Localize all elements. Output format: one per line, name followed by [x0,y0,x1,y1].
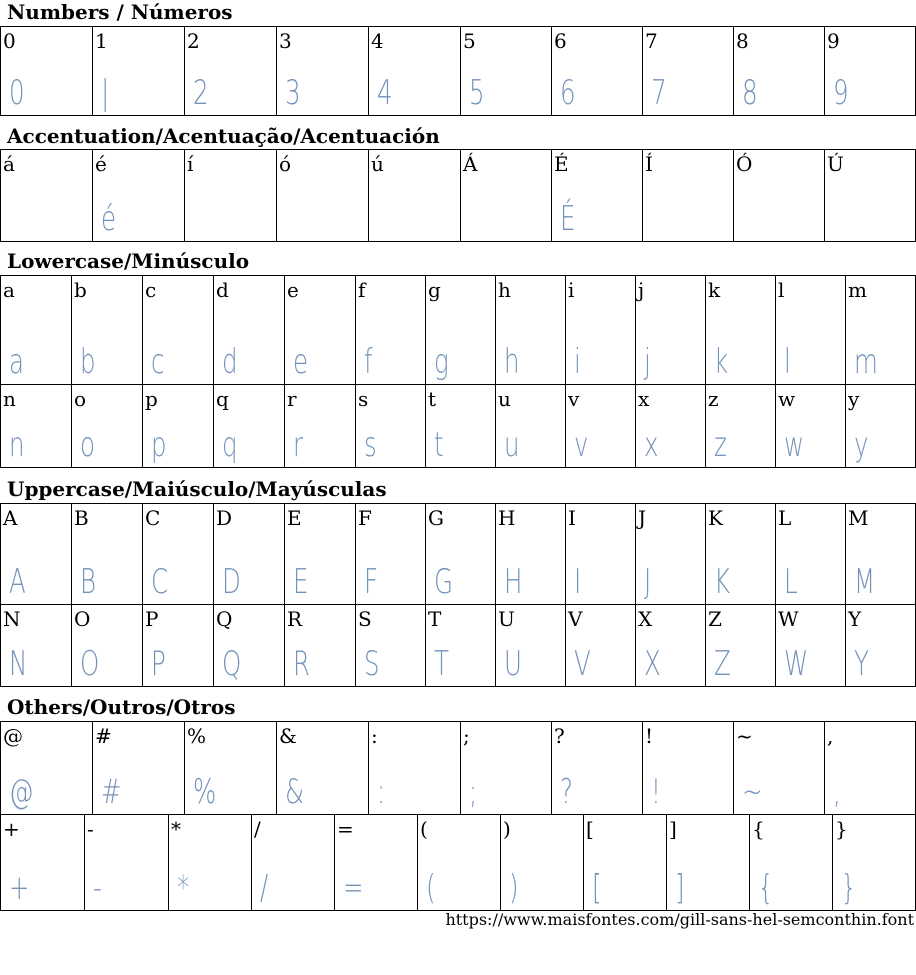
glyph-sample: K [714,562,731,602]
glyph-cell [285,605,356,687]
glyph-label: / [254,817,261,841]
glyph-cell [833,815,916,911]
glyph-cell [143,504,214,605]
glyph-sample: = [343,868,364,908]
glyph-sample: % [193,772,217,812]
glyph-cell [750,815,833,911]
glyph-cell [252,815,335,911]
glyph-cell [85,815,169,911]
glyph-sample: # [101,772,122,812]
glyph-sample: k [714,342,729,382]
glyph-cell [496,504,566,605]
glyph-label: X [638,607,653,631]
glyph-sample: @ [9,772,34,812]
glyph-cell [72,385,143,468]
glyph-label: K [708,506,723,530]
glyph-cell [426,276,496,385]
glyph-cell [277,150,369,242]
glyph-cell [185,27,277,116]
glyph-sample: ! [651,772,661,812]
glyph-sample: * [177,868,190,908]
glyph-label: p [145,387,158,411]
glyph-label: ) [503,817,511,841]
glyph-cell [369,27,461,116]
glyph-cell [584,815,667,911]
glyph-label: e [287,278,299,302]
glyph-label: c [145,278,157,302]
glyph-sample: { [758,868,774,908]
glyph-cell [356,385,426,468]
glyph-sample: ~ [742,772,763,812]
glyph-sample: + [9,868,30,908]
glyph-sample: & [285,772,305,812]
glyph-sample: : [377,772,386,812]
glyph-sample: Y [854,644,869,684]
glyph-label: g [428,278,441,302]
glyph-cell [426,385,496,468]
glyph-label: # [95,724,112,748]
glyph-label: é [95,152,107,176]
glyph-cell [214,385,285,468]
glyph-cell [285,385,356,468]
glyph-sample: T [434,644,449,684]
glyph-cell [93,722,185,815]
glyph-label: ú [371,152,384,176]
grid-uppercase-row2 [0,604,916,687]
glyph-label: d [216,278,229,302]
glyph-cell [285,276,356,385]
glyph-cell [496,605,566,687]
grid-numbers [0,26,916,116]
glyph-cell [369,722,461,815]
glyph-sample: N [9,644,28,684]
glyph-label: J [638,506,647,530]
glyph-sample: Q [222,644,242,684]
glyph-sample: R [293,644,311,684]
glyph-cell [426,504,496,605]
glyph-label: * [171,817,181,841]
glyph-sample: 2 [193,73,209,113]
glyph-label: 2 [187,29,200,53]
glyph-label: E [287,506,302,530]
glyph-cell [643,722,734,815]
glyph-label: O [74,607,91,631]
glyph-sample: m [854,342,878,382]
glyph-cell [214,605,285,687]
glyph-sample: - [93,868,102,908]
glyph-label: 7 [645,29,658,53]
glyph-label: 5 [463,29,476,53]
glyph-sample: r [293,425,304,465]
glyph-label: 8 [736,29,749,53]
glyph-sample: v [574,425,589,465]
glyph-sample: 6 [560,73,576,113]
glyph-sample: c [151,342,165,382]
glyph-label: u [498,387,511,411]
glyph-cell [706,605,776,687]
glyph-label: j [638,278,645,302]
glyph-label: G [428,506,444,530]
glyph-sample: 7 [651,73,667,113]
glyph-sample: J [644,562,652,602]
glyph-label: Q [216,607,233,631]
glyph-label: , [827,724,834,748]
glyph-sample: l [784,342,791,382]
glyph-sample: g [434,342,449,382]
glyph-label: 0 [3,29,16,53]
glyph-label: { [752,817,765,841]
glyph-sample: G [434,562,453,602]
glyph-cell [552,722,643,815]
glyph-sample: I [574,562,582,602]
glyph-label: % [187,724,207,748]
glyph-cell [825,27,916,116]
glyph-sample: ] [675,868,685,908]
glyph-sample: o [80,425,95,465]
glyph-cell [496,276,566,385]
glyph-label: l [778,278,785,302]
glyph-label: v [568,387,580,411]
glyph-sample: j [644,342,651,382]
glyph-cell [461,27,552,116]
glyph-sample: q [222,425,238,465]
glyph-label: y [848,387,860,411]
glyph-label: z [708,387,719,411]
glyph-sample: L [784,562,798,602]
glyph-label: U [498,607,515,631]
glyph-label: k [708,278,721,302]
glyph-sample: ? [560,772,573,812]
glyph-cell [93,27,185,116]
glyph-cell [214,276,285,385]
glyph-label: N [3,607,21,631]
glyph-cell [418,815,501,911]
glyph-sample: n [9,425,25,465]
glyph-sample: Z [714,644,731,684]
glyph-label: F [358,506,372,530]
section-title-numbers: Numbers / Números [7,0,233,24]
glyph-cell [1,605,72,687]
glyph-cell [734,722,825,815]
glyph-sample: a [9,342,25,382]
glyph-sample: x [644,425,659,465]
glyph-label: L [778,506,792,530]
glyph-label: A [3,506,18,530]
glyph-label: s [358,387,369,411]
glyph-sample: 0 [9,73,25,113]
glyph-cell [1,150,93,242]
glyph-label: W [778,607,799,631]
glyph-label: @ [3,724,23,748]
glyph-cell [185,150,277,242]
glyph-label: 3 [279,29,292,53]
glyph-label: i [568,278,575,302]
glyph-sample: O [80,644,100,684]
glyph-cell [566,504,636,605]
glyph-cell [846,504,916,605]
glyph-label: Y [848,607,862,631]
glyph-label: P [145,607,159,631]
glyph-label: 4 [371,29,384,53]
glyph-sample: U [504,644,522,684]
glyph-sample: 3 [285,73,301,113]
glyph-cell [93,150,185,242]
glyph-label: : [371,724,378,748]
glyph-label: ; [463,724,470,748]
glyph-label: I [568,506,576,530]
glyph-sample: b [80,342,96,382]
glyph-cell [356,605,426,687]
glyph-label: ] [669,817,677,841]
glyph-cell [356,504,426,605]
glyph-sample: X [644,644,661,684]
glyph-cell [566,605,636,687]
glyph-sample: h [504,342,520,382]
glyph-cell [636,385,706,468]
glyph-sample: W [784,644,809,684]
glyph-sample: ( [426,868,436,908]
glyph-cell [426,605,496,687]
glyph-cell [1,276,72,385]
glyph-label: T [428,607,442,631]
glyph-label: M [848,506,869,530]
glyph-cell [277,27,369,116]
glyph-cell [825,150,916,242]
glyph-cell [501,815,584,911]
glyph-sample: P [151,644,166,684]
glyph-cell [846,385,916,468]
glyph-cell [552,27,643,116]
glyph-label: o [74,387,87,411]
grid-others-row2 [0,814,916,911]
glyph-label: Z [708,607,722,631]
glyph-sample: , [833,772,841,812]
glyph-cell [72,276,143,385]
glyph-cell [1,722,93,815]
glyph-cell [706,504,776,605]
glyph-label: V [568,607,583,631]
glyph-sample: H [504,562,523,602]
glyph-label: í [187,152,194,176]
glyph-sample: ) [509,868,519,908]
glyph-sample: z [714,425,727,465]
glyph-label: + [3,817,20,841]
glyph-label: B [74,506,89,530]
glyph-label: R [287,607,303,631]
glyph-label: Á [463,152,478,176]
glyph-sample: M [854,562,876,602]
glyph-sample: d [222,342,238,382]
glyph-cell [846,605,916,687]
glyph-sample: } [841,868,857,908]
grid-uppercase-row1 [0,503,916,605]
glyph-cell [636,276,706,385]
grid-accents [0,149,916,242]
glyph-cell [461,722,552,815]
glyph-label: h [498,278,511,302]
glyph-label: 1 [95,29,108,53]
glyph-cell [1,385,72,468]
glyph-sample: / [260,868,269,908]
glyph-cell [1,815,85,911]
glyph-cell [566,385,636,468]
glyph-sample: 5 [469,73,485,113]
section-title-uppercase: Uppercase/Maiúsculo/Mayúsculas [7,477,387,501]
glyph-cell [461,150,552,242]
glyph-sample: p [151,425,167,465]
glyph-label: C [145,506,161,530]
glyph-sample: t [434,425,444,465]
glyph-cell [277,722,369,815]
glyph-label: ! [645,724,654,748]
glyph-cell [776,605,846,687]
glyph-sample: é [101,199,117,239]
glyph-sample: u [504,425,520,465]
glyph-sample: E [293,562,309,602]
glyph-cell [776,385,846,468]
glyph-cell [636,504,706,605]
glyph-cell [285,504,356,605]
glyph-cell [636,605,706,687]
glyph-cell [552,150,643,242]
glyph-label: D [216,506,233,530]
glyph-label: f [358,278,366,302]
glyph-cell [369,150,461,242]
glyph-label: ~ [736,724,753,748]
glyph-sample: É [560,199,576,239]
glyph-cell [776,504,846,605]
glyph-cell [356,276,426,385]
glyph-cell [643,150,734,242]
glyph-label: - [87,817,94,841]
glyph-label: n [3,387,16,411]
glyph-label: [ [586,817,594,841]
section-title-lowercase: Lowercase/Minúsculo [7,249,250,273]
glyph-label: t [428,387,437,411]
glyph-label: Ó [736,152,753,176]
glyph-cell [72,504,143,605]
glyph-cell [143,605,214,687]
glyph-sample: C [151,562,169,602]
glyph-label: ( [420,817,428,841]
glyph-sample: i [574,342,581,382]
glyph-sample: S [364,644,380,684]
glyph-label: 9 [827,29,840,53]
glyph-label: É [554,152,569,176]
glyph-cell [643,27,734,116]
glyph-cell [185,722,277,815]
glyph-label: q [216,387,229,411]
grid-lowercase-row2 [0,384,916,468]
glyph-sample: 8 [742,73,758,113]
glyph-sample: F [364,562,379,602]
glyph-sample: | [101,73,110,113]
glyph-label: H [498,506,516,530]
glyph-cell [143,385,214,468]
glyph-sample: [ [592,868,602,908]
glyph-sample: 4 [377,73,393,113]
glyph-cell [143,276,214,385]
glyph-label: 6 [554,29,567,53]
glyph-cell [169,815,252,911]
glyph-cell [734,150,825,242]
glyph-sample: D [222,562,241,602]
glyph-cell [1,504,72,605]
glyph-sample: A [9,562,26,602]
glyph-cell [566,276,636,385]
glyph-label: r [287,387,297,411]
glyph-label: x [638,387,650,411]
glyph-label: & [279,724,297,748]
footer-url[interactable]: https://www.maisfontes.com/gill-sans-hel-semconthin.font [445,910,914,929]
glyph-sample: ; [469,772,478,812]
glyph-cell [825,722,916,815]
glyph-label: b [74,278,87,302]
glyph-sample: s [364,425,377,465]
glyph-cell [496,385,566,468]
glyph-sample: V [574,644,591,684]
glyph-label: ? [554,724,565,748]
glyph-label: ó [279,152,292,176]
glyph-label: w [778,387,796,411]
glyph-label: Ú [827,152,844,176]
grid-lowercase-row1 [0,275,916,385]
glyph-label: S [358,607,372,631]
glyph-cell [667,815,750,911]
glyph-label: = [337,817,354,841]
grid-others-row1 [0,721,916,815]
glyph-sample: B [80,562,97,602]
glyph-sample: 9 [833,73,849,113]
glyph-cell [214,504,285,605]
glyph-label: á [3,152,15,176]
glyph-cell [846,276,916,385]
glyph-sample: w [784,425,805,465]
glyph-cell [335,815,418,911]
glyph-sample: y [854,425,869,465]
glyph-label: } [835,817,848,841]
glyph-label: m [848,278,867,302]
section-title-accents: Accentuation/Acentuação/Acentuación [7,124,440,148]
glyph-sample: e [293,342,309,382]
glyph-cell [776,276,846,385]
glyph-label: Í [645,152,653,176]
glyph-cell [706,276,776,385]
glyph-cell [1,27,93,116]
glyph-cell [72,605,143,687]
glyph-cell [706,385,776,468]
glyph-sample: f [364,342,373,382]
section-title-others: Others/Outros/Otros [7,695,236,719]
glyph-label: a [3,278,15,302]
glyph-cell [734,27,825,116]
